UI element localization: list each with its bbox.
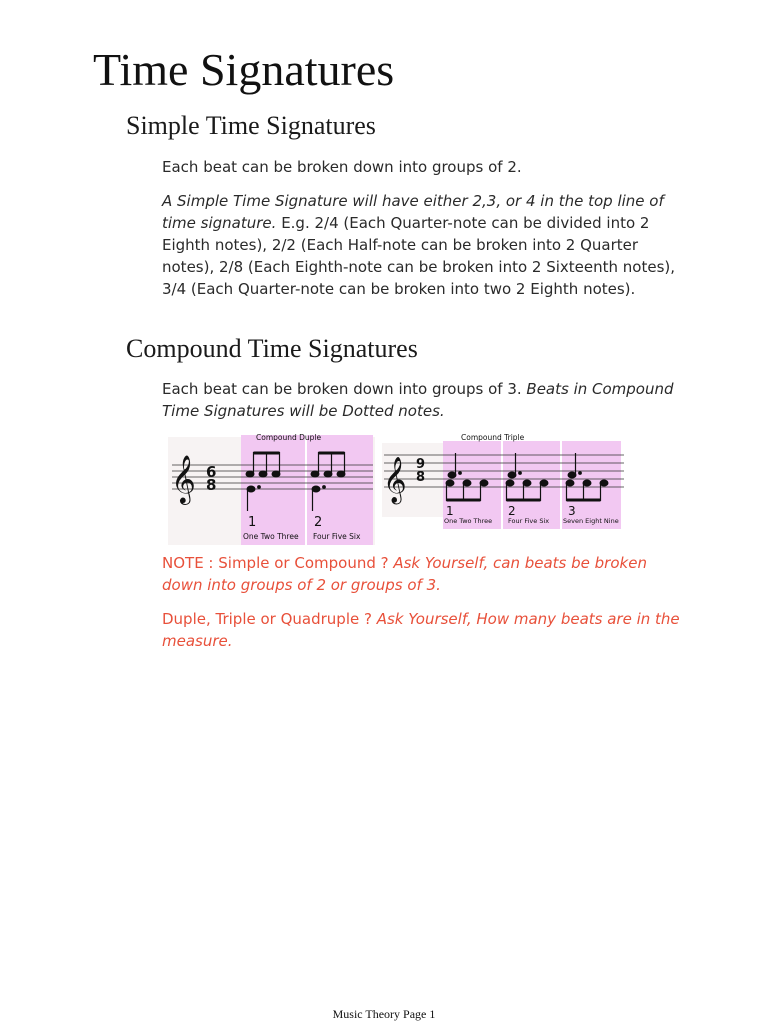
- duple-beat-1-words: One Two Three: [243, 532, 299, 541]
- compound-meter-figure: [168, 431, 628, 546]
- duple-timesig-bottom: 8: [206, 476, 217, 494]
- duple-timesig-top: 6: [206, 463, 217, 481]
- triple-treble-clef-icon: 𝄞: [383, 457, 407, 503]
- note-2-text: Duple, Triple or Quadruple ?: [162, 610, 377, 628]
- duple-beat-2-number: 2: [314, 515, 323, 530]
- note-simple-or-compound: [162, 552, 682, 596]
- triple-beat-1-words: One Two Three: [444, 517, 493, 525]
- triple-timesig-top: 9: [416, 457, 426, 472]
- triple-beat-3-number: 3: [568, 504, 576, 518]
- note-1-italic: Ask Yourself, can beats be broken down into groups of 2 or groups of 3.: [162, 554, 647, 594]
- duple-beat-1-number: 1: [248, 515, 257, 530]
- triple-beat-2-words: Four Five Six: [508, 517, 550, 525]
- compound-duple-example: [168, 433, 375, 545]
- triple-timesig-bottom: 8: [416, 470, 426, 485]
- note-duple-triple-quadruple: [162, 608, 682, 652]
- heading-compound-time-signatures: Compound Time Signatures: [126, 334, 418, 363]
- triple-label: Compound Triple: [461, 433, 525, 442]
- simple-definition-italic: A Simple Time Signature will have either 2,3, or 4 in the top line of time signature.: [162, 192, 664, 232]
- simple-examples-text: E.g. 2/4 (Each Quarter-note can be divided into 2 Eighth notes), 2/2 (Each Half-note can be broken into 2 Quarter notes), 2/8 (Each Eighth-note can be broken into 2 Sixteenth notes), 3/4 (Each Quarter-note can be broken into two 2 Eighth notes).: [162, 214, 676, 298]
- triple-beat-3-words: Seven Eight Nine: [563, 517, 619, 525]
- simple-paragraph-1: Each beat can be broken down into groups of 2.: [162, 158, 522, 176]
- simple-paragraph-2: [162, 190, 682, 300]
- triple-beat-1-number: 1: [446, 504, 454, 518]
- duple-beat-2-words: Four Five Six: [313, 532, 361, 541]
- compound-dotted-italic: Beats in Compound Time Signatures will be Dotted notes.: [162, 380, 674, 420]
- note-1-text: NOTE : Simple or Compound ?: [162, 554, 394, 572]
- compound-paragraph-1: [162, 378, 682, 422]
- heading-simple-time-signatures: Simple Time Signatures: [126, 111, 376, 140]
- duple-label: Compound Duple: [256, 433, 322, 442]
- compound-beat-text: Each beat can be broken down into groups of 3.: [162, 380, 527, 398]
- page-footer: Music Theory Page 1: [332, 1007, 436, 1021]
- triple-beat-2-number: 2: [508, 504, 516, 518]
- compound-triple-example: [382, 433, 624, 529]
- page-title: Time Signatures: [93, 44, 395, 95]
- note-2-italic: Ask Yourself, How many beats are in the measure.: [162, 610, 680, 650]
- duple-treble-clef-icon: 𝄞: [171, 454, 196, 503]
